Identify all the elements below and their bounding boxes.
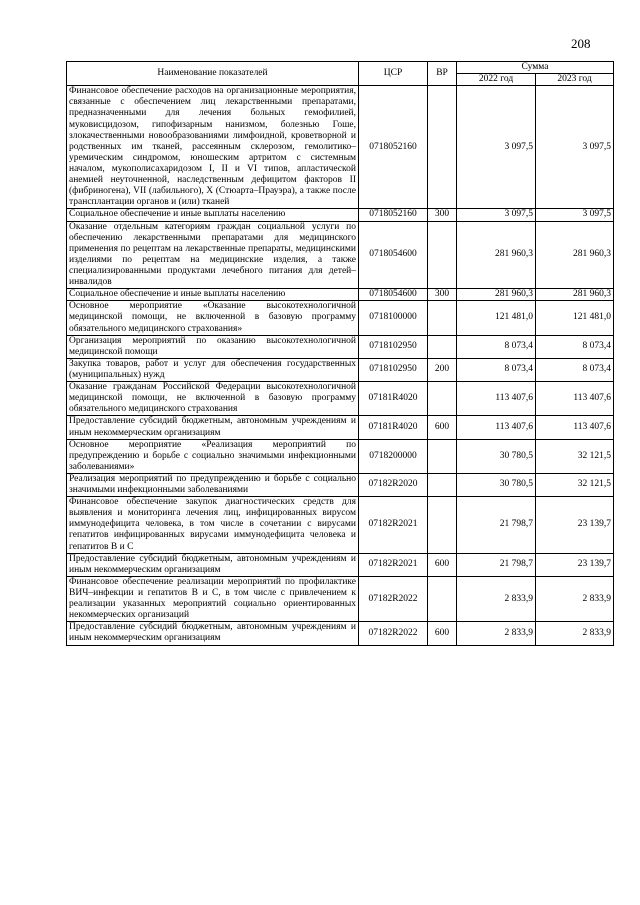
- row-csr: 0718200000: [359, 439, 428, 473]
- row-vr: 300: [428, 289, 457, 301]
- table-row: [67, 622, 614, 645]
- table-row: [67, 209, 614, 221]
- row-vr: [428, 301, 457, 335]
- row-csr: 07182R2022: [359, 622, 428, 645]
- row-sum-2023: 8 073,4: [536, 358, 614, 381]
- row-csr: 0718054600: [359, 289, 428, 301]
- row-sum-2022: 281 960,3: [457, 289, 536, 301]
- row-name: Предоставление субсидий бюджетным, автономным учреждениям и иным некоммерческим организациям: [67, 622, 359, 645]
- row-sum-2022: 21 798,7: [457, 497, 536, 554]
- row-name: Социальное обеспечение и иные выплаты населению: [67, 289, 359, 301]
- row-csr: 07182R2021: [359, 497, 428, 554]
- row-name: Предоставление субсидий бюджетным, автономным учреждениям и иным некоммерческим организациям: [67, 416, 359, 439]
- table-row: [67, 576, 614, 621]
- row-vr: 600: [428, 622, 457, 645]
- row-sum-2023: 281 960,3: [536, 289, 614, 301]
- row-vr: 200: [428, 358, 457, 381]
- row-name: Закупка товаров, работ и услуг для обеспечения государственных (муниципальных) нужд: [67, 358, 359, 381]
- table-row: [67, 289, 614, 301]
- row-csr: 0718052160: [359, 209, 428, 221]
- row-csr: 07182R2021: [359, 553, 428, 576]
- row-vr: 600: [428, 553, 457, 576]
- row-name: Социальное обеспечение и иные выплаты населению: [67, 209, 359, 221]
- row-sum-2022: 3 097,5: [457, 209, 536, 221]
- row-name: Финансовое обеспечение закупок диагностических средств для выявления и мониторинга лечения лиц, инфицированных вирусом иммунодефицита человека, в том числе в сочетании с вирусами гепатитов инфицированных вирусами иммунодефицита человека и гепатитов В и С: [67, 497, 359, 554]
- header-year-2023: 2023 год: [536, 74, 614, 86]
- row-csr: 07182R2022: [359, 576, 428, 621]
- row-name: Финансовое обеспечение расходов на организационные мероприятия, связанные с обеспечением лиц лекарственными препаратами, предназначенными для лечения больных гемофилией, муковисцидозом, гипофизарным нанизмом, болезнью Гоше, злокачественными новообразованиями лимфоидной, кроветворной и родственных им тканей, рассеянным склерозом, гемолитико–уремическим синдромом, юношеским артритом с системным началом, мукополисахаридозом I, II и VI типов, апластической анемией неуточненной, наследственным дефицитом факторов II (фибриногена), VII (лабильного), X (Стюарта–Прауэра), а также после трансплантации органов и (или) тканей: [67, 86, 359, 209]
- table-row: [67, 416, 614, 439]
- row-sum-2022: 113 407,6: [457, 382, 536, 416]
- row-csr: 07181R4020: [359, 416, 428, 439]
- row-sum-2022: 113 407,6: [457, 416, 536, 439]
- table-row: [67, 335, 614, 358]
- row-name: Оказание гражданам Российской Федерации высокотехнологичной медицинской помощи, не включенной в базовую программу обязательного медицинского страхования: [67, 382, 359, 416]
- table-row: [67, 301, 614, 335]
- row-vr: [428, 335, 457, 358]
- table-row: [67, 221, 614, 289]
- row-csr: 07181R4020: [359, 382, 428, 416]
- row-sum-2023: 32 121,5: [536, 439, 614, 473]
- row-name: Предоставление субсидий бюджетным, автономным учреждениям и иным некоммерческим организациям: [67, 553, 359, 576]
- row-vr: [428, 497, 457, 554]
- row-csr: 0718052160: [359, 86, 428, 209]
- row-csr: 0718102950: [359, 358, 428, 381]
- header-csr: ЦСР: [359, 62, 428, 86]
- row-sum-2023: 3 097,5: [536, 209, 614, 221]
- row-vr: [428, 439, 457, 473]
- row-sum-2023: 2 833,9: [536, 576, 614, 621]
- row-sum-2022: 30 780,5: [457, 473, 536, 496]
- table-row: [67, 358, 614, 381]
- row-csr: 0718100000: [359, 301, 428, 335]
- row-name: Организация мероприятий по оказанию высокотехнологичной медицинской помощи: [67, 335, 359, 358]
- row-sum-2023: 2 833,9: [536, 622, 614, 645]
- table-row: [67, 553, 614, 576]
- header-year-2022: 2022 год: [457, 74, 536, 86]
- table-row: [67, 473, 614, 496]
- row-vr: [428, 473, 457, 496]
- row-vr: [428, 221, 457, 289]
- row-vr: [428, 382, 457, 416]
- row-sum-2022: 8 073,4: [457, 358, 536, 381]
- row-name: Оказание отдельным категориям граждан социальной услуги по обеспечению лекарственными препаратами для медицинского применения по рецептам на лекарственные препараты, медицинскими изделиями по рецептам на медицинские изделия, а также специализированными продуктами лечебного питания для детей–инвалидов: [67, 221, 359, 289]
- row-sum-2023: 121 481,0: [536, 301, 614, 335]
- row-csr: 07182R2020: [359, 473, 428, 496]
- table-row: [67, 497, 614, 554]
- table-row: [67, 439, 614, 473]
- row-sum-2022: 2 833,9: [457, 622, 536, 645]
- row-name: Основное мероприятие «Реализация мероприятий по предупреждению и борьбе с социально значимыми инфекционными заболеваниями»: [67, 439, 359, 473]
- table-row: [67, 382, 614, 416]
- row-sum-2022: 30 780,5: [457, 439, 536, 473]
- row-name: Реализация мероприятий по предупреждению и борьбе с социально значимыми инфекционными заболеваниями: [67, 473, 359, 496]
- row-csr: 0718102950: [359, 335, 428, 358]
- row-sum-2022: 3 097,5: [457, 86, 536, 209]
- row-sum-2023: 8 073,4: [536, 335, 614, 358]
- table-body: [67, 86, 614, 645]
- row-sum-2023: 32 121,5: [536, 473, 614, 496]
- row-name: Финансовое обеспечение реализации мероприятий по профилактике ВИЧ–инфекции и гепатитов В и С, в том числе с привлечением к реализации указанных мероприятий социально ориентированных некоммерческих организаций: [67, 576, 359, 621]
- budget-table: [66, 61, 614, 646]
- header-vr: ВР: [428, 62, 457, 86]
- row-sum-2023: 281 960,3: [536, 221, 614, 289]
- row-name: Основное мероприятие «Оказание высокотехнологичной медицинской помощи, не включенной в базовую программу обязательного медицинского страхования»: [67, 301, 359, 335]
- row-sum-2022: 121 481,0: [457, 301, 536, 335]
- row-sum-2022: 281 960,3: [457, 221, 536, 289]
- table-header-row: [67, 62, 614, 74]
- row-sum-2023: 113 407,6: [536, 416, 614, 439]
- table-row: [67, 86, 614, 209]
- row-vr: [428, 86, 457, 209]
- row-sum-2022: 8 073,4: [457, 335, 536, 358]
- row-sum-2023: 23 139,7: [536, 553, 614, 576]
- row-vr: 600: [428, 416, 457, 439]
- row-vr: 300: [428, 209, 457, 221]
- row-sum-2023: 3 097,5: [536, 86, 614, 209]
- row-vr: [428, 576, 457, 621]
- header-name: Наименование показателей: [67, 62, 359, 86]
- header-sum: Сумма: [457, 62, 614, 74]
- row-sum-2023: 113 407,6: [536, 382, 614, 416]
- row-sum-2022: 21 798,7: [457, 553, 536, 576]
- row-sum-2022: 2 833,9: [457, 576, 536, 621]
- row-csr: 0718054600: [359, 221, 428, 289]
- page-number: 208: [571, 36, 591, 51]
- row-sum-2023: 23 139,7: [536, 497, 614, 554]
